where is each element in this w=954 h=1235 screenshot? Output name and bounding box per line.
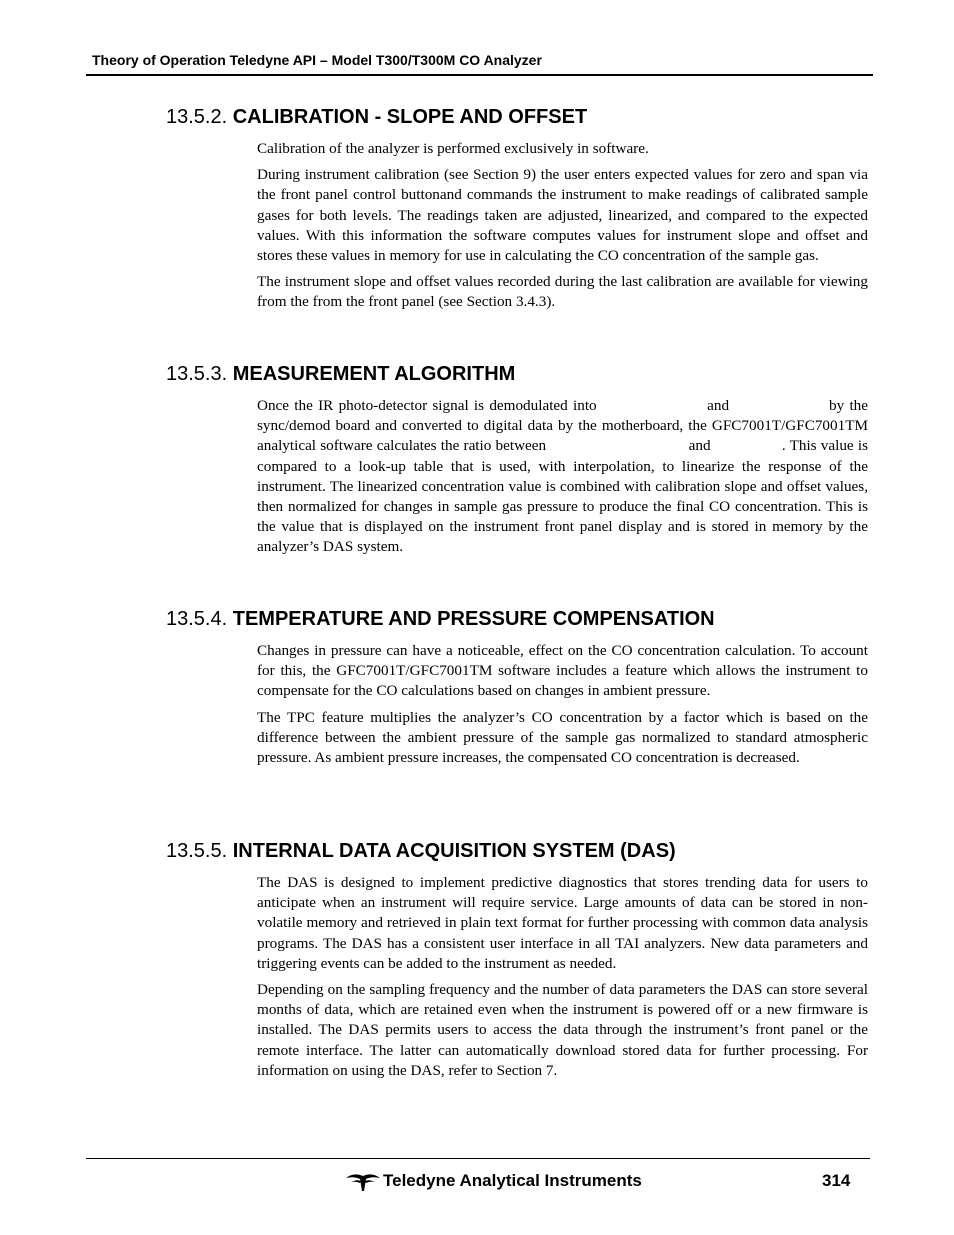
paragraph: Calibration of the analyzer is performed exclusively in software. <box>257 140 649 157</box>
paragraph: Depending on the sampling frequency and the number of data parameters the DAS can store several months of data, which are retained even when the instrument is powered off or a new firmware is installed. The DAS permits users to access the data through the instrument’s front panel or the remote interface. The latter can automatically download stored data for further processing. For information on using the DAS, refer to Section 7. <box>257 981 868 1079</box>
page-number: 314 <box>822 1171 851 1190</box>
section-heading <box>166 363 515 386</box>
section-body <box>257 873 868 1081</box>
section-body <box>257 139 868 313</box>
footer-company: Teledyne Analytical Instruments <box>383 1171 642 1190</box>
paragraph: During instrument calibration (see Section 9) the user enters expected values for zero and span via the front panel control buttonand commands the instrument to make readings of calibrated sample gases for both levels. The readings taken are adjusted, linearized, and compared to the expected values. With this information the software computes values for instrument slope and offset and stores these values in memory for use in calculating the CO concentration of the sample gas. <box>257 166 868 265</box>
paragraph: The DAS is designed to implement predictive diagnostics that stores trending data for users to anticipate when an instrument will require service. Large amounts of data can be stored in non-volatile memory and retrieved in plain text format for further processing with common data analysis programs. The DAS has a consistent user interface in all TAI analyzers. New data parameters and triggering events can be added to the instrument as needed. <box>257 874 868 972</box>
section-title: TEMPERATURE AND PRESSURE COMPENSATION <box>232 608 715 630</box>
paragraph: Changes in pressure can have a noticeable, effect on the CO concentration calculation. To account for this, the GFC7001T/GFC7001TM software includes a feature which allows the instrument to compensate for the CO calculations based on changes in ambient pressure. <box>257 642 868 700</box>
section-heading <box>166 106 587 129</box>
section-number: 13.5.3. <box>166 363 228 385</box>
section-heading <box>166 608 715 631</box>
paragraph: The TPC feature multiplies the analyzer’s CO concentration by a factor which is based on the difference between the ambient pressure of the sample gas normalized to standard atmospheric pressure. As ambient pressure increases, the compensated CO concentration is decreased. <box>257 708 868 767</box>
teledyne-logo-icon <box>345 1170 381 1192</box>
header-title: Theory of Operation Teledyne API – Model T300/T300M CO Analyzer <box>92 52 542 68</box>
section-body <box>257 641 868 768</box>
section-heading <box>166 840 676 863</box>
section-title: INTERNAL DATA ACQUISITION SYSTEM (DAS) <box>232 840 676 862</box>
header-rule <box>86 74 873 76</box>
paragraph: The instrument slope and offset values recorded during the last calibration are available for viewing from the from the front panel (see Section 3.4.3). <box>257 273 868 311</box>
section-number: 13.5.5. <box>166 840 228 862</box>
section-title: MEASUREMENT ALGORITHM <box>232 363 516 385</box>
page-footer <box>345 1170 642 1192</box>
section-number: 13.5.2. <box>166 106 228 128</box>
section-body <box>257 396 872 558</box>
section-number: 13.5.4. <box>166 608 228 630</box>
paragraph: Once the IR photo-detector signal is demodulated into and by the sync/demod board and converted to digital data by the motherboard, the GFC7001T/GFC7001TM analytical software calculates the ratio between and . This value is compared to a look-up table that is used, with interpolation, to linearize the response of the instrument. The linearized concentration value is combined with calibration slope and offset values, then normalized for changes in sample gas pressure to produce the final CO concentration. This is the value that is displayed on the instrument front panel display and is stored in memory by the analyzer’s DAS system. <box>257 397 872 556</box>
section-title: CALIBRATION - SLOPE AND OFFSET <box>232 106 588 128</box>
footer-rule <box>86 1158 870 1159</box>
